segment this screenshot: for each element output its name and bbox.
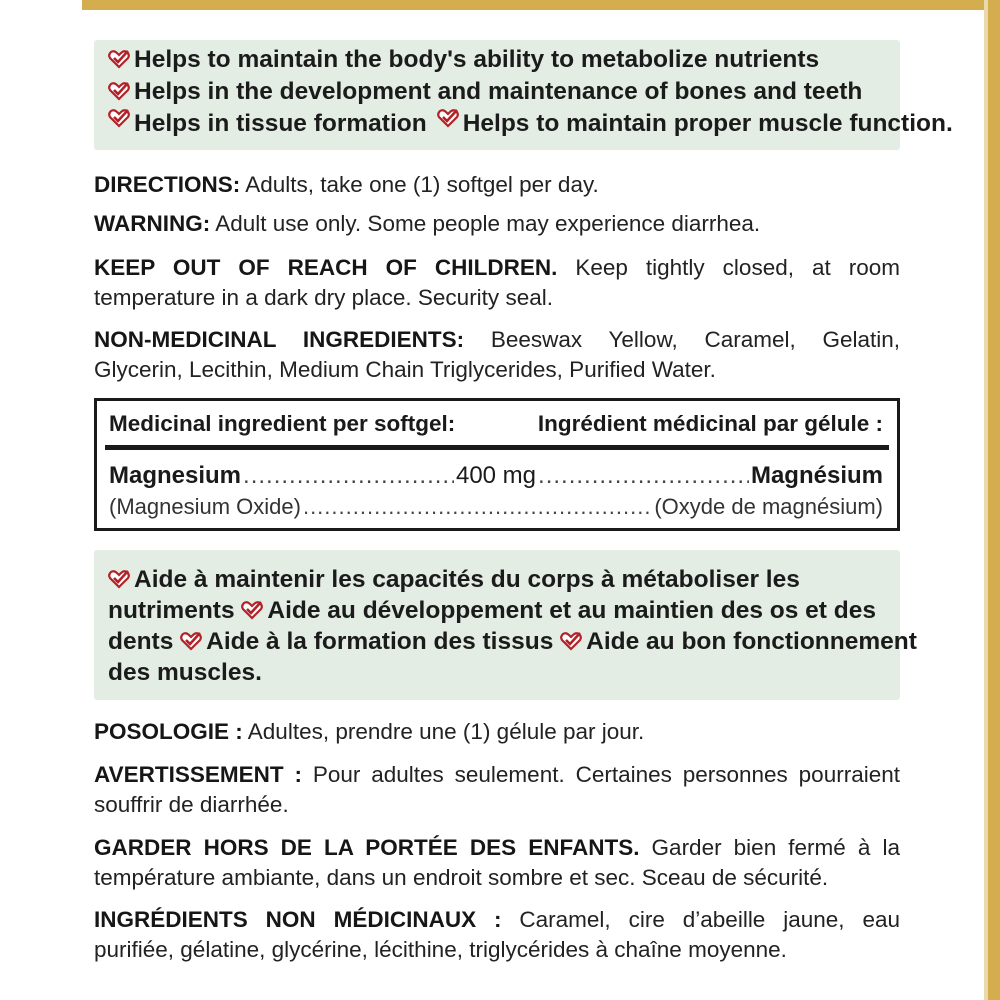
non-medicinal-label: NON-MEDICINAL INGREDIENTS: — [94, 327, 465, 352]
avertissement-section — [94, 760, 900, 820]
medicinal-header-english: Medicinal ingredient per softgel: — [109, 411, 456, 436]
medicinal-header-french: Ingrédient médicinal par gélule : — [537, 411, 883, 436]
posologie-label: POSOLOGIE : — [94, 719, 243, 744]
non-medicinal-text: Beeswax Yellow, Caramel, Gelatin, — [464, 327, 901, 352]
claim-text: Helps to maintain the body's ability to metabolize nutrients — [134, 46, 820, 73]
garder-label: GARDER HORS DE LA PORTÉE DES ENFANTS. — [94, 835, 640, 860]
medicinal-box-header — [97, 401, 897, 439]
directions-text: Adults, take one (1) softgel per day. — [240, 172, 599, 197]
ingredients-non-label: INGRÉDIENTS NON MÉDICINAUX : — [94, 907, 502, 932]
claim-text: Helps to maintain proper muscle function. — [462, 110, 953, 137]
ingredient-row — [97, 462, 897, 490]
claims-panel-french — [94, 550, 917, 700]
ingredient-name-english: Magnesium — [109, 462, 242, 489]
checkmark-icon — [180, 631, 202, 651]
warning-label: WARNING: — [94, 211, 211, 236]
claim-text: Aide à maintenir les capacités du corps à métaboliser les — [134, 566, 800, 593]
ingredients-non-text: Caramel, cire d’abeille jaune, eau — [501, 907, 900, 932]
leader-dots — [243, 462, 454, 490]
keep-out-text: Keep tightly closed, at room — [557, 255, 900, 280]
checkmark-icon — [560, 631, 582, 651]
avertissement-label: AVERTISSEMENT : — [94, 762, 302, 787]
ingredient-source-french: (Oxyde de magnésium) — [654, 494, 883, 519]
claim-text: Aide à la formation des tissus — [206, 628, 554, 655]
directions-label: DIRECTIONS: — [94, 172, 241, 197]
non-medicinal-section — [94, 325, 900, 385]
claim-text: nutriments — [108, 597, 235, 624]
keep-out-text-cont: temperature in a dark dry place. Security seal. — [94, 285, 553, 310]
checkmark-icon — [108, 108, 130, 128]
claim-line — [108, 595, 886, 626]
claim-text: Aide au bon fonctionnement — [586, 628, 917, 655]
claim-text: Helps in tissue formation — [134, 110, 427, 137]
checkmark-icon — [108, 81, 130, 101]
garder-text-cont: température ambiante, dans un endroit sombre et sec. Sceau de sécurité. — [94, 865, 829, 890]
ingredient-source-english: (Magnesium Oxide) — [109, 494, 301, 519]
posologie-text: Adultes, prendre une (1) gélule par jour. — [242, 719, 645, 744]
claim-line — [108, 76, 892, 108]
ingredients-non-text-cont: purifiée, gélatine, glycérine, lécithine, triglycérides à chaîne moyenne. — [94, 937, 787, 962]
claim-line — [108, 657, 886, 688]
garder-section — [94, 833, 900, 893]
claims-panel-english — [94, 40, 953, 150]
warning-section — [94, 209, 900, 239]
claim-text: Helps in the development and maintenance of bones and teeth — [134, 78, 863, 105]
checkmark-icon — [108, 49, 130, 69]
avertissement-text: Pour adultes seulement. Certaines personnes pourraient — [301, 762, 900, 787]
label-edge-margin — [0, 0, 80, 1000]
ingredient-name-french: Magnésium — [750, 462, 883, 489]
medicinal-ingredient-box — [94, 398, 900, 531]
leader-dots — [538, 462, 749, 490]
keep-out-label: KEEP OUT OF REACH OF CHILDREN. — [94, 255, 558, 280]
posologie-section — [94, 717, 900, 747]
claim-text: Aide au développement et au maintien des os et des — [267, 597, 876, 624]
claim-line — [108, 564, 886, 595]
medicinal-box-divider — [105, 445, 889, 450]
claim-line — [108, 626, 917, 657]
warning-text: Adult use only. Some people may experience diarrhea. — [210, 211, 761, 236]
gold-right-border — [988, 0, 1000, 1000]
ingredient-amount: 400 mg — [455, 462, 537, 489]
leader-dots — [303, 494, 652, 520]
directions-section — [94, 170, 900, 200]
checkmark-icon — [241, 600, 263, 620]
avertissement-text-cont: souffrir de diarrhée. — [94, 792, 289, 817]
ingredient-source-row — [97, 494, 897, 520]
garder-text: Garder bien fermé à la — [639, 835, 900, 860]
checkmark-icon — [437, 108, 459, 128]
claim-text: des muscles. — [108, 659, 262, 686]
claim-line — [108, 44, 892, 76]
ingredients-non-section — [94, 905, 900, 965]
non-medicinal-text-cont: Glycerin, Lecithin, Medium Chain Triglycerides, Purified Water. — [94, 357, 716, 382]
claim-text: dents — [108, 628, 174, 655]
claim-line — [108, 108, 953, 140]
keep-out-section — [94, 253, 900, 313]
gold-top-border — [82, 0, 1000, 10]
checkmark-icon — [108, 569, 130, 589]
